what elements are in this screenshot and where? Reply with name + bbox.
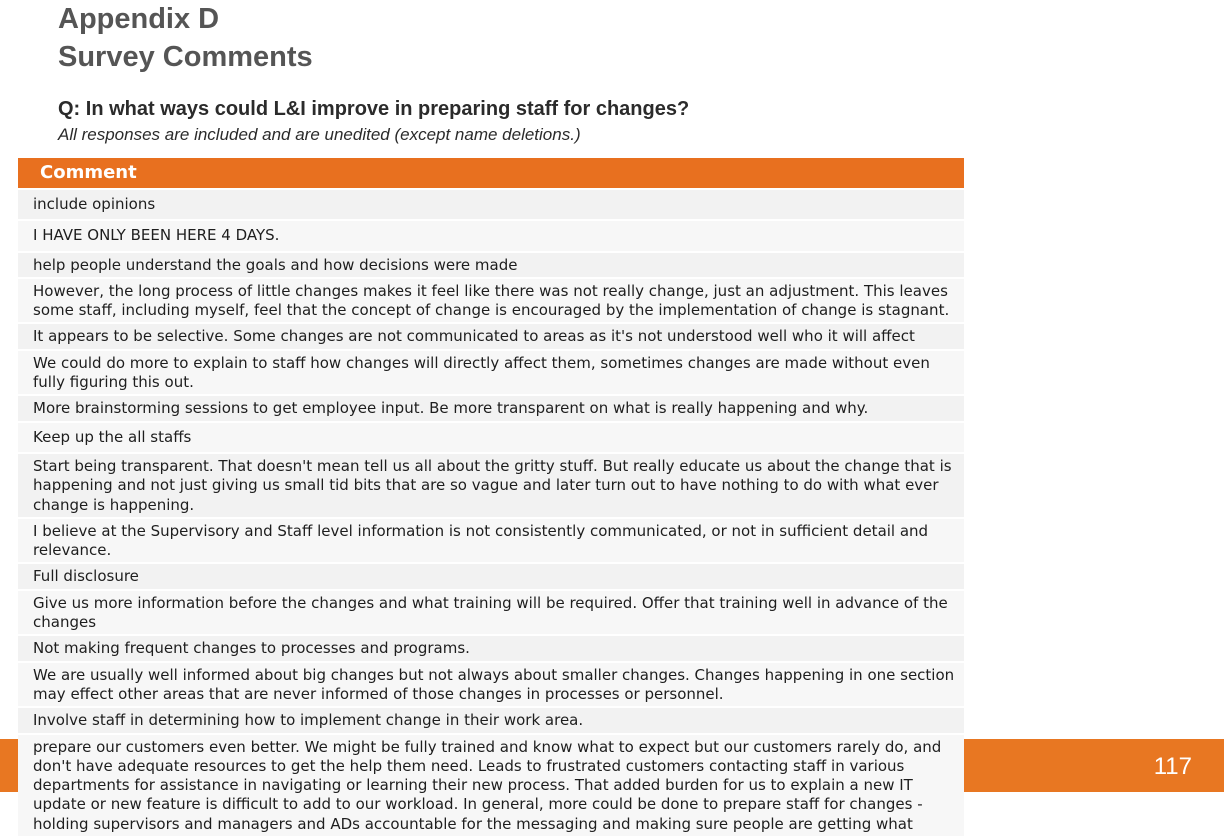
table-row: I believe at the Supervisory and Staff level information is not consistently communicated, or not in sufficient detail and relevance. bbox=[18, 517, 964, 563]
table-row: prepare our customers even better. We might be fully trained and know what to expect but our customers rarely do, and don't have adequate resources to get the help them need. Leads to frustrated customers contacting staff in various departments for assistance in navigating or learning their new process. That added burden for us to explain a new IT update or new feature is difficult to add to our workload. In general, more could be done to prepare staff for changes - holding supervisors and managers and ADs accountable for the messaging and making sure people are getting what bbox=[18, 733, 964, 836]
comments-table bbox=[18, 158, 964, 836]
table-row: We could do more to explain to staff how changes will directly affect them, sometimes changes are made without even fully figuring this out. bbox=[18, 349, 964, 395]
title-line-2: Survey Comments bbox=[58, 41, 313, 73]
table-row: Keep up the all staffs bbox=[18, 421, 964, 452]
table-header-comment: Comment bbox=[18, 158, 964, 188]
table-row: More brainstorming sessions to get employee input. Be more transparent on what is really happening and why. bbox=[18, 394, 964, 420]
title-line-1: Appendix D bbox=[58, 3, 220, 35]
table-row: Give us more information before the changes and what training will be required. Offer that training well in advance of the changes bbox=[18, 589, 964, 635]
table-row: I HAVE ONLY BEEN HERE 4 DAYS. bbox=[18, 219, 964, 250]
responses-note: All responses are included and are unedited (except name deletions.) bbox=[58, 125, 581, 144]
table-row: Not making frequent changes to processes and programs. bbox=[18, 634, 964, 660]
page-number: 117 bbox=[1153, 753, 1192, 780]
table-row: Involve staff in determining how to implement change in their work area. bbox=[18, 706, 964, 732]
table-row: However, the long process of little changes makes it feel like there was not really change, just an adjustment. This leaves some staff, including myself, feel that the concept of change is encouraged by the implementation of change is stagnant. bbox=[18, 277, 964, 323]
table-row: include opinions bbox=[18, 188, 964, 219]
table-row: Full disclosure bbox=[18, 562, 964, 588]
table-row: It appears to be selective. Some changes are not communicated to areas as it's not understood well who it will affect bbox=[18, 322, 964, 348]
page-title bbox=[58, 0, 313, 76]
table-row: Start being transparent. That doesn't mean tell us all about the gritty stuff. But really educate us about the change that is happening and not just giving us small tid bits that are so vague and later turn out to have nothing to do with what ever change is happening. bbox=[18, 452, 964, 517]
table-row: We are usually well informed about big changes but not always about smaller changes. Changes happening in one section may effect other areas that are never informed of those changes in processes or personnel. bbox=[18, 661, 964, 707]
survey-question: Q: In what ways could L&I improve in preparing staff for changes? bbox=[58, 98, 690, 120]
table-row: help people understand the goals and how decisions were made bbox=[18, 251, 964, 277]
